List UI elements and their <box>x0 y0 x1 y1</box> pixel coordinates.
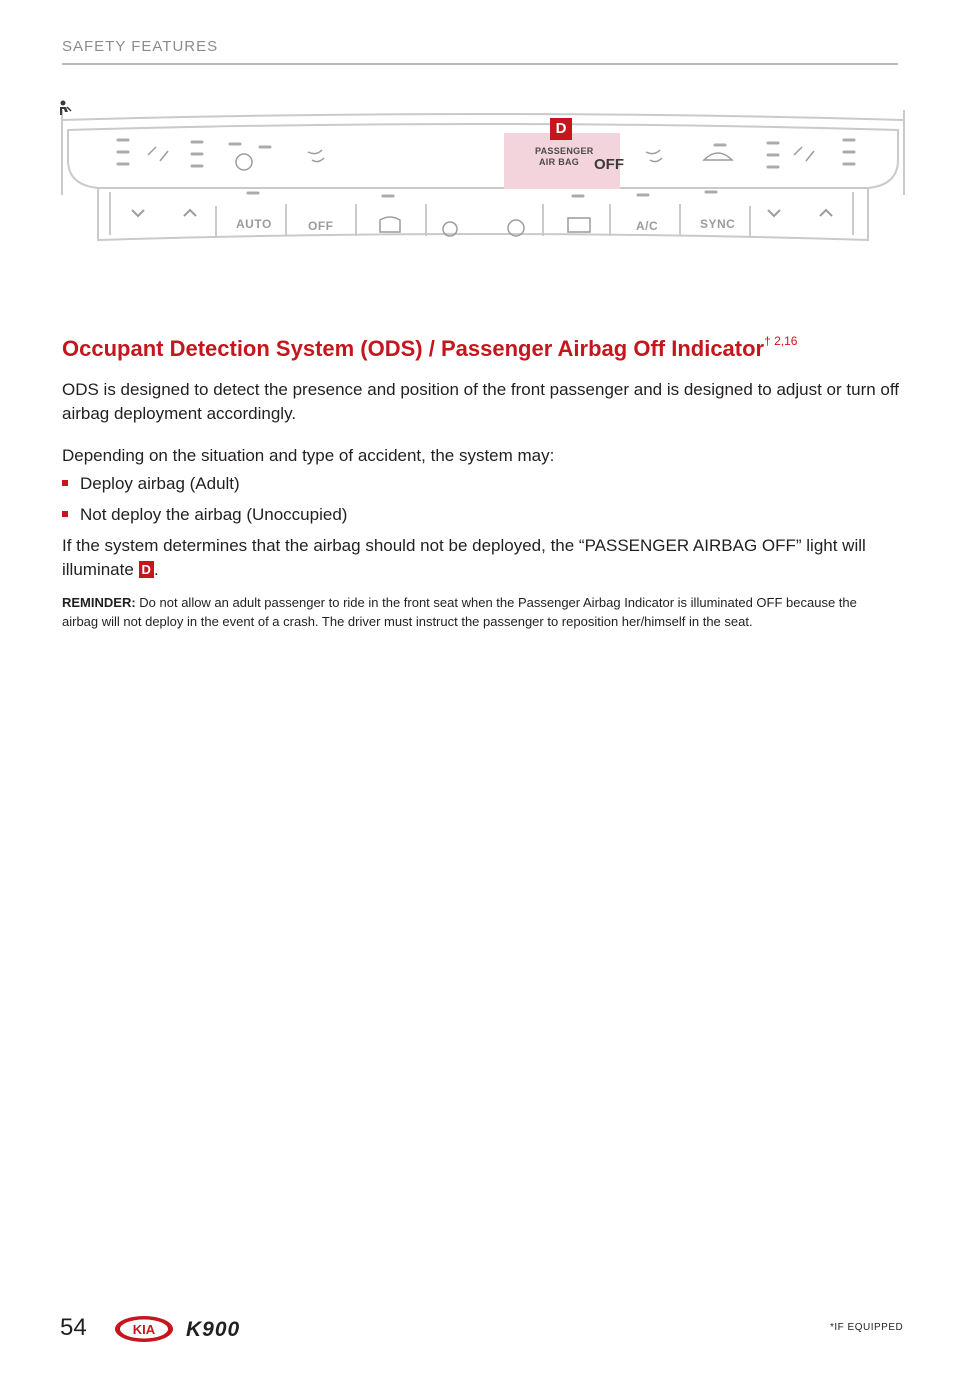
k900-logo <box>186 1318 286 1340</box>
passenger-icon <box>58 100 72 116</box>
section-header: SAFETY FEATURES <box>62 38 219 55</box>
section-title <box>62 336 797 362</box>
panel-outline <box>58 100 908 260</box>
reminder-note <box>62 593 892 631</box>
passenger-label-line2: AIR BAG <box>539 157 580 167</box>
kia-logo <box>113 1314 175 1344</box>
callout-d-badge: D <box>550 118 572 140</box>
if-equipped-footnote: *IF EQUIPPED <box>830 1322 904 1333</box>
title-text: Occupant Detection System (ODS) / Passenger Airbag Off Indicator <box>62 336 765 361</box>
off-button-label: OFF <box>308 219 334 233</box>
bullet-item <box>62 503 347 527</box>
ac-button-label: A/C <box>636 219 659 233</box>
reminder-label: REMINDER: <box>62 595 136 610</box>
passenger-label-line1: PASSENGER <box>535 146 594 156</box>
bullet-text: Deploy airbag (Adult) <box>80 474 240 493</box>
paragraph-illuminate <box>62 534 912 582</box>
inline-callout-d: D <box>139 561 154 578</box>
page-number: 54 <box>60 1314 87 1341</box>
bullet-marker <box>62 480 68 486</box>
title-footnote-ref: † 2,16 <box>764 334 798 348</box>
passenger-airbag-label <box>535 146 594 168</box>
bullet-marker <box>62 511 68 517</box>
bullet-text: Not deploy the airbag (Unoccupied) <box>80 505 348 524</box>
header-rule <box>62 63 898 65</box>
k900-logo-text: K900 <box>186 1318 241 1340</box>
bullet-item <box>62 472 240 496</box>
sync-button-label: SYNC <box>700 217 736 231</box>
reminder-text: Do not allow an adult passenger to ride in the front seat when the Passenger Airbag Indicator is illuminated OFF because the airbag will not deploy in the event of a crash. The driver must instruct the passenger to reposition her/himself in the seat. <box>62 595 857 629</box>
auto-button-label: AUTO <box>236 217 272 231</box>
p3-text: If the system determines that the airbag should not be deployed, the “PASSENGER AIRBAG OFF” light will illuminate <box>62 536 866 579</box>
climate-control-panel-illustration <box>58 100 908 260</box>
paragraph-intro: ODS is designed to detect the presence and position of the front passenger and is designed to adjust or turn off airbag deployment accordingly. <box>62 380 900 423</box>
p3-period: . <box>153 560 159 579</box>
paragraph-situation: Depending on the situation and type of accident, the system may: <box>62 446 555 465</box>
kia-logo-text: KIA <box>132 1322 156 1337</box>
airbag-off-label: OFF <box>594 156 624 173</box>
